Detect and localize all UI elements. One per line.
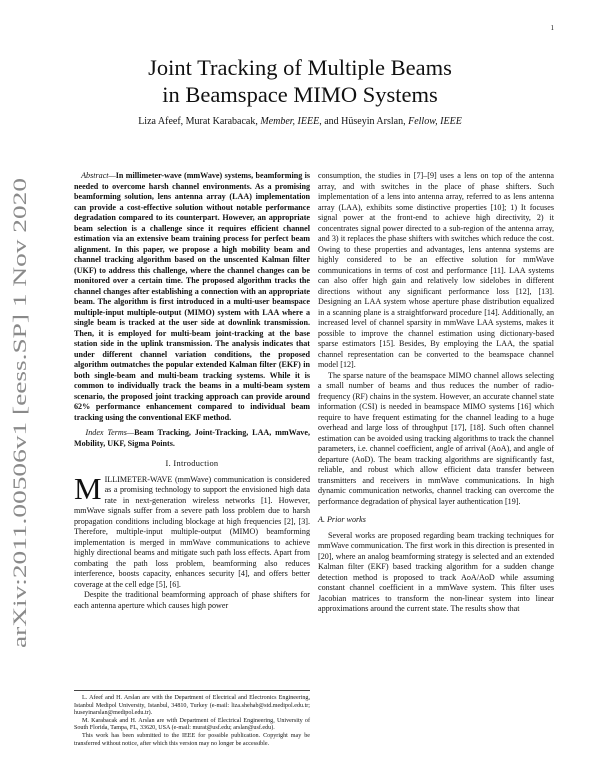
footnote-copyright: This work has been submitted to the IEEE for possible publication. Copyright may be transferred without notice, after which this version may no longer be accessible. bbox=[74, 732, 310, 747]
arxiv-stamp-text: arXiv:2011.00506v1 [eess.SP] 1 Nov 2020 bbox=[11, 330, 31, 648]
title-line-2: in Beamspace MIMO Systems bbox=[162, 82, 438, 107]
index-terms-body: Beam Tracking, Joint-Tracking, LAA, mmWave, Mobility, UKF, Sigma Points. bbox=[74, 428, 310, 448]
abstract-body: In millimeter-wave (mmWave) systems, beamforming is needed to overcome harsh channel environments. As a promising beamforming solution, lens antenna array (LAA) implementation can provide a cost-effective solution without notable performance degradation compared to its counterpart. However, an appropriate beam selection is a challenge since it requires efficient channel estimation via an extensive beam training process for perfect beam alignment. In this paper, we propose a high mobility beam and channel tracking algorithm based on the unscented Kalman filter (UKF) to address this challenge, where the channel changes can be monitored over a certain time. The proposed algorithm tracks the channel changes after establishing a connection with an appropriate beam. The algorithm is first introduced in a multi-user beamspace multiple-input multiple-output (MIMO) system with LAA where a single beam is tracked at the user side at downlink transmission. Then, it is employed for multi-beam joint-tracking at the base station side in the uplink transmission. The analysis indicates that under different channel variation conditions, the proposed algorithm outmatches the popular extended Kalman filter (EKF) in both single-beam and multi-beam tracking systems. While it is common to individually track the beams in a multi-beam system scenario, the proposed joint tracking approach can provide around 62% performance enhancement compared to individual beam tracking using the conventional EKF method. bbox=[74, 171, 311, 422]
footnote-affiliation-2: M. Karabacak and H. Arslan are with Department of Electrical Engineering, University of South Florida, Tampa, FL, 33620, USA (e-mail: murat@usf.edu; arslan@usf.edu). bbox=[74, 717, 310, 732]
drop-cap: M bbox=[74, 470, 102, 506]
right-paragraph-1: consumption, the studies in [7]–[9] uses a lens on top of the antenna array, and with switches in the place of phase shifters. Such implementation of a lens into antenna array, referred to as lens antenna array (LAA), exhibits some distinctive properties [10]; 1) It focuses signal power at the front-end to achieve high directivity, 2) it concentrates signal power directed to a sub-region of the antenna array, and 3) it replaces the phase shifters with switches which reduce the cost. Owing to these properties and advantages, lens antenna systems are highly considered to be an effective solution for mmWave communications in terms of cost and performance [11]. LAA systems can also offer high gain and relatively low sidelobes in different directions without any significant performance loss [12], [13]. Designing an LAA system whose aperture phase distribution equalized in a scanning plane is a straightforward procedure [14]. Additionally, an increased level of channel sparsity in mmWave LAA systems, makes it possible to improve the channel estimation using dictionary-based sparse estimators [15]. Besides, By employing the LAA, the spatial channel representation can be converted to the beamspace channel model [12]. bbox=[318, 171, 554, 369]
section-heading-introduction: I. Introduction bbox=[165, 459, 219, 468]
page-number: 1 bbox=[550, 24, 554, 32]
subsection-heading-prior-works: A. Prior works bbox=[318, 515, 366, 524]
footnotes bbox=[74, 690, 310, 748]
author-list: Liza Afeef, Murat Karabacak, Member, IEEE, and Hüseyin Arslan, Fellow, IEEE bbox=[138, 116, 462, 127]
right-paragraph-3: Several works are proposed regarding beam tracking techniques for mmWave communication. The first work in this direction is presented in [20], where an analog beamforming strategy is selected and an extended Kalman filter (EKF) based tracking algorithm for a sudden change detection method is proposed to track AoA/AoD while assuming constant channel coefficient in a mmWave system. This filter uses Jacobian matrices to transform the non-linear system into linear approximations around the current state. The results show that bbox=[318, 530, 554, 613]
abstract-lead: Abstract— bbox=[81, 171, 116, 180]
index-terms-lead: Index Terms— bbox=[85, 428, 135, 437]
left-column bbox=[74, 171, 310, 611]
intro-paragraph-1-body: ILLIMETER-WAVE (mmWave) communication is considered as a promising technology to support the envisioned high data rate in next-generation wireless networks [1]. However, mmWave signals suffer from a severe path loss problem due to harsh propagation conditions including blockage at high frequencies [2], [3]. Therefore, multiple-input multiple-output (MIMO) beamforming implementation is merged in mmWave communications to achieve highly directional beams and mitigate such path loss effects. Apart from combating the path loss problem, beamforming also reduces interference, boosts capacity, enhances security [4], and offers better coverage at the cell edge [5], [6]. bbox=[74, 474, 310, 589]
footnote-affiliation-1: L. Afeef and H. Arslan are with the Department of Electrical and Electronics Engineering, Istanbul Medipol University, Istanbul, 34810, Turkey (e-mail: liza.shehab@std.medipol.edu.tr; huseyinarslan@medipol.edu.tr). bbox=[74, 695, 310, 717]
arxiv-stamp bbox=[8, 170, 32, 650]
intro-paragraph-2: Despite the traditional beamforming approach of phase shifters for each antenna aperture which causes high power bbox=[74, 590, 310, 610]
right-column bbox=[318, 171, 554, 615]
right-paragraph-2: The sparse nature of the beamspace MIMO channel allows selecting a small number of beams and thus reduces the number of radio-frequency (RF) chains in the system. However, an accurate channel state information (CSI) is needed in beamspace MIMO systems [16] which require to have frequent estimating for the channel leading to a huge overhead and large loss of throughput [17], [18]. Such often channel estimation can be avoided using tracking algorithms to track the channel parameters, i.e. channel coefficient, angle of arrival (AoA), and angle of departure (AoD). The beam tracking algorithms are significantly fast, reliable, and robust which allow efficient data transfer between transmitters and receivers in mmWave communications. In high dynamic communication networks, channel tracking can overcome the performance degradation of physical layer authentication [19]. bbox=[318, 370, 554, 506]
abstract bbox=[74, 171, 310, 423]
intro-paragraph-1 bbox=[74, 470, 310, 591]
title-line-1: Joint Tracking of Multiple Beams bbox=[148, 55, 452, 80]
paper-title bbox=[40, 54, 560, 108]
index-terms bbox=[74, 428, 310, 449]
